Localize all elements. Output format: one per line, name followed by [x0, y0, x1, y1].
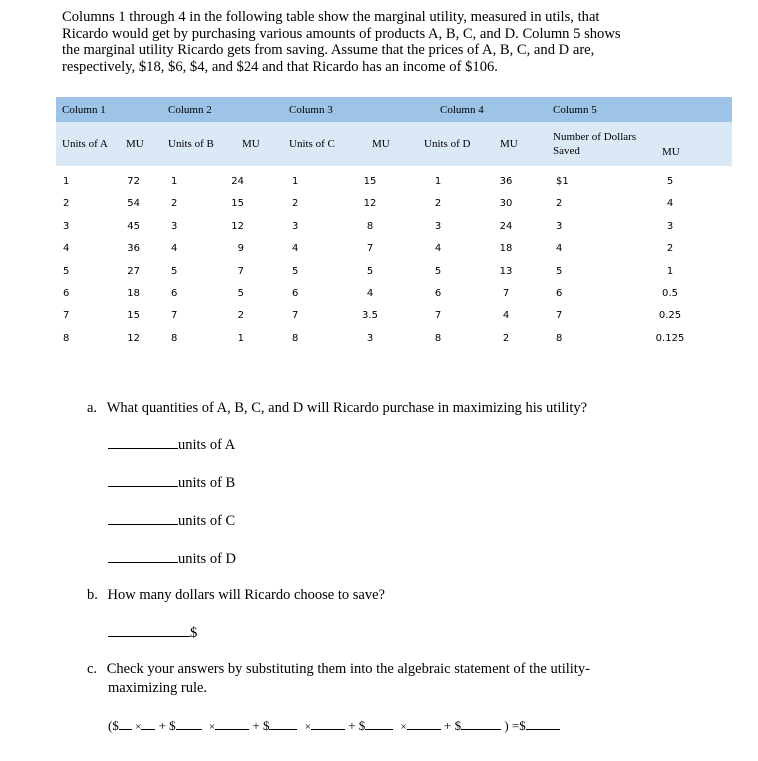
formula-token: × [208, 721, 216, 733]
table-cell: 5 [666, 176, 674, 187]
table-cell: 6 [434, 288, 442, 299]
intro-line: respectively, $18, $6, $4, and $24 and that Ricardo has an income of $106. [62, 58, 498, 75]
formula-token: + $ [252, 718, 270, 733]
table-cell: 6 [556, 288, 563, 299]
table-cell: 5 [366, 265, 374, 277]
table-cell: 6 [63, 288, 70, 299]
table-row [56, 288, 732, 304]
table-cell: 0.125 [655, 332, 685, 344]
question-c [87, 661, 590, 678]
answer-blank[interactable] [108, 512, 178, 525]
sub-header-mu-b: MU [242, 138, 260, 150]
sub-header-units-b: Units of B [168, 138, 214, 150]
table-cell: 15 [127, 310, 140, 322]
table-cell: 6 [171, 288, 178, 299]
table-cell: 18 [499, 243, 513, 255]
table-cell: 8 [434, 332, 442, 344]
table-cell: 54 [127, 198, 140, 210]
question-c-marker: c. [87, 661, 98, 677]
table-cell: 3 [171, 220, 178, 232]
table-cell: 4 [63, 243, 70, 255]
table-cell: 4 [292, 243, 299, 255]
table-cell: 2 [666, 243, 674, 255]
table-cell: 24 [499, 220, 513, 232]
answer-line-a[interactable] [108, 436, 235, 454]
dollar-symbol: $ [190, 625, 198, 641]
formula-token: + $ [444, 718, 462, 733]
table-cell: 4 [556, 243, 563, 255]
table-row [56, 310, 732, 326]
table-cell: 2 [434, 198, 442, 210]
table-cell: 5 [63, 265, 70, 277]
answer-label: units of C [178, 513, 236, 529]
table-cell: 3 [434, 220, 442, 232]
table-cell: 2 [171, 198, 178, 210]
formula-blank[interactable] [407, 717, 441, 730]
formula-blank[interactable] [365, 717, 393, 730]
table-cell: 7 [171, 310, 178, 322]
sub-header-units-a: Units of A [62, 138, 108, 150]
group-header-column-2: Column 2 [168, 104, 212, 116]
table-cell: 6 [292, 288, 299, 299]
formula-token: ) =$ [504, 718, 526, 733]
table-cell: 9 [237, 243, 244, 255]
table-cell: 27 [127, 265, 140, 277]
table-cell: 5 [292, 265, 299, 277]
table-cell: 5 [434, 265, 442, 277]
table-cell: 13 [499, 265, 513, 277]
table-cell: 5 [237, 288, 244, 299]
table-cell: 3 [292, 220, 299, 232]
formula-blank[interactable] [461, 717, 501, 730]
intro-paragraph [62, 9, 702, 75]
table-row [56, 266, 732, 282]
answer-blank[interactable] [108, 436, 178, 449]
question-a-text: What quantities of A, B, C, and D will Ricardo purchase in maximizing his utility? [106, 400, 588, 416]
table-cell: 3 [63, 220, 70, 232]
table-cell: 1 [63, 176, 70, 187]
table-cell: 1 [434, 176, 442, 187]
table-body [56, 166, 732, 426]
answer-line-c[interactable] [108, 512, 235, 530]
table-cell: 2 [502, 332, 510, 344]
table-cell: 0.25 [658, 310, 682, 322]
table-cell: 4 [666, 198, 674, 210]
table-cell: 2 [63, 198, 70, 210]
table-cell: 24 [231, 176, 244, 187]
sub-header-mu-saved: MU [662, 146, 680, 158]
table-cell: 5 [171, 265, 178, 277]
table-row [56, 333, 732, 349]
sub-header-dollars-saved: Number of Dollars Saved [553, 131, 637, 157]
table-cell: 7 [502, 288, 510, 299]
table-cell: 3 [366, 332, 374, 344]
group-header-column-1: Column 1 [62, 104, 106, 116]
table-cell: 7 [434, 310, 442, 322]
utility-rule-formula [108, 717, 560, 734]
question-b-text: How many dollars will Ricardo choose to save? [107, 587, 385, 603]
question-b [87, 587, 385, 604]
table-cell: 7 [292, 310, 299, 322]
formula-token: + $ [158, 718, 176, 733]
formula-blank[interactable] [119, 717, 132, 730]
group-header-column-5: Column 5 [553, 104, 597, 116]
answer-blank[interactable] [108, 550, 178, 563]
intro-line: Columns 1 through 4 in the following table show the marginal utility, measured in utils, that [62, 9, 600, 25]
sub-header-mu-c: MU [372, 138, 390, 150]
formula-blank[interactable] [311, 717, 345, 730]
sub-header-mu-d: MU [500, 138, 518, 150]
table-cell: 4 [366, 288, 374, 299]
table-group-header-row [56, 97, 732, 122]
table-cell: 3.5 [362, 310, 378, 322]
sub-header-units-c: Units of C [289, 138, 335, 150]
answer-line-d[interactable] [108, 550, 236, 568]
table-cell: 5 [556, 265, 563, 277]
formula-token: + $ [348, 718, 366, 733]
table-row [56, 243, 732, 259]
table-cell: 1 [237, 332, 244, 344]
table-cell: $1 [556, 176, 569, 187]
intro-line: the marginal utility Ricardo gets from saving. Assume that the prices of A, B, C, and D are, [62, 42, 595, 59]
answer-blank[interactable] [108, 624, 190, 637]
table-cell: 15 [363, 176, 377, 187]
formula-blank[interactable] [141, 717, 155, 730]
table-row [56, 221, 732, 237]
formula-blank[interactable] [526, 717, 560, 730]
sub-header-mu-a: MU [126, 138, 144, 150]
table-cell: 12 [127, 332, 140, 344]
answer-blank[interactable] [108, 474, 178, 487]
table-cell: 30 [499, 198, 513, 210]
table-cell: 8 [292, 332, 299, 344]
intro-line: Ricardo would get by purchasing various amounts of products A, B, C, and D. Column 5 shows [62, 25, 621, 42]
table-cell: 4 [434, 243, 442, 255]
table-cell: 1 [666, 265, 674, 277]
answer-label: units of A [178, 437, 236, 453]
answer-line-b[interactable] [108, 474, 235, 492]
group-header-column-4: Column 4 [440, 104, 484, 116]
table-cell: 2 [292, 198, 299, 210]
table-cell: 12 [363, 198, 377, 210]
question-b-marker: b. [87, 587, 98, 603]
table-sub-header-row [56, 122, 732, 166]
formula-token: × [135, 721, 142, 733]
table-cell: 3 [556, 220, 563, 232]
question-c-text-line: Check your answers by substituting them into the algebraic statement of the utility- [106, 661, 590, 677]
formula-token: × [400, 721, 407, 733]
table-cell: 36 [499, 176, 513, 187]
table-cell: 2 [556, 198, 563, 210]
table-cell: 4 [502, 310, 510, 322]
table-cell: 12 [231, 220, 244, 232]
table-cell: 1 [171, 176, 178, 187]
table-cell: 3 [666, 220, 674, 232]
question-a-marker: a. [87, 400, 98, 416]
table-cell: 8 [366, 220, 374, 232]
sub-header-units-d: Units of D [424, 138, 471, 150]
table-cell: 8 [171, 332, 178, 344]
table-cell: 36 [127, 243, 140, 255]
table-cell: 4 [171, 243, 178, 255]
question-a [87, 400, 587, 417]
table-cell: 7 [63, 310, 70, 322]
formula-blank[interactable] [215, 717, 249, 730]
answer-label: units of B [178, 475, 236, 491]
formula-token: ($ [108, 718, 119, 733]
formula-token: × [304, 721, 311, 733]
table-cell: 8 [556, 332, 563, 344]
table-cell: 18 [127, 288, 140, 299]
answer-label: units of D [178, 551, 236, 567]
table-cell: 2 [237, 310, 244, 322]
question-c-text-line-2: maximizing rule. [108, 680, 208, 696]
table-cell: 7 [556, 310, 563, 322]
table-cell: 45 [127, 220, 140, 232]
table-cell: 7 [237, 265, 244, 277]
group-header-column-3: Column 3 [289, 104, 333, 116]
table-cell: 7 [366, 243, 374, 255]
answer-line-savings[interactable] [108, 624, 197, 642]
table-cell: 15 [231, 198, 244, 210]
table-cell: 1 [292, 176, 299, 187]
table-row [56, 176, 732, 192]
table-cell: 0.5 [662, 288, 678, 299]
formula-blank[interactable] [176, 717, 202, 730]
table-cell: 8 [63, 332, 70, 344]
formula-blank[interactable] [269, 717, 297, 730]
table-row [56, 198, 732, 214]
table-cell: 72 [127, 176, 140, 187]
